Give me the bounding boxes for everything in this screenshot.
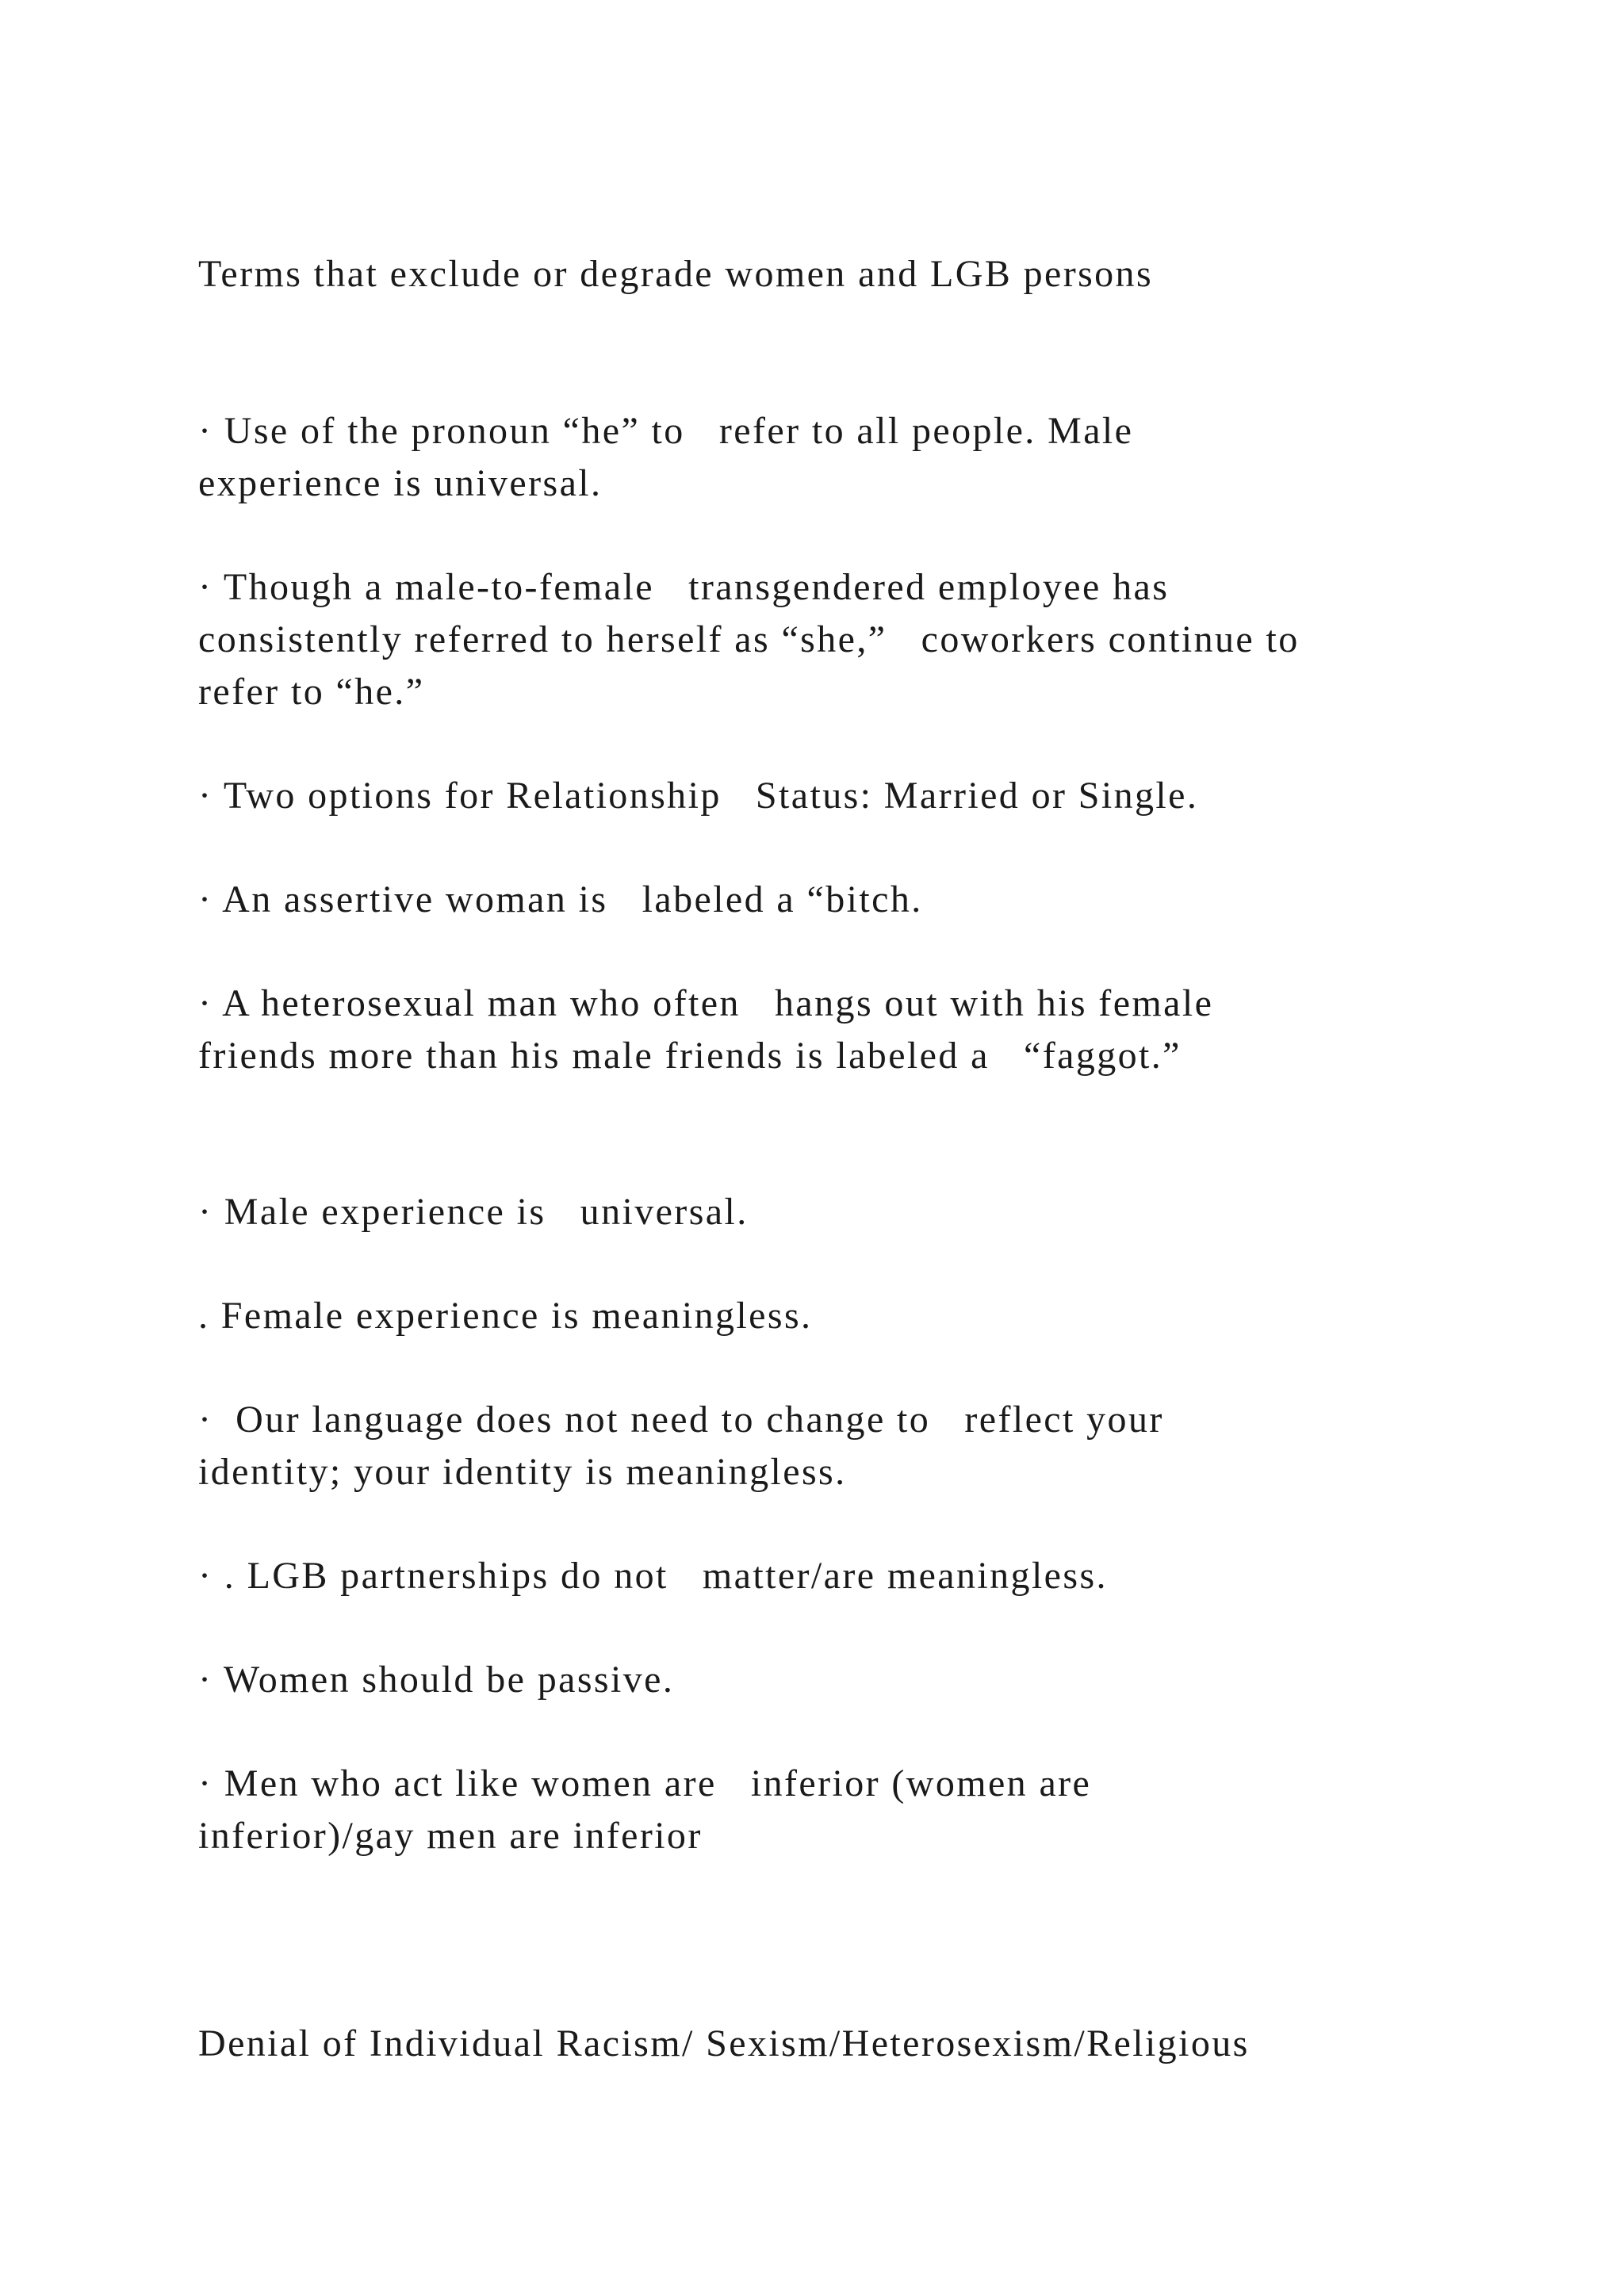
message-item-2-line-1: . Female experience is meaningless. [198, 1295, 813, 1337]
example-item-5-line-2: friends more than his male friends is labeled a “faggot.” [198, 1035, 1182, 1077]
section-heading: Terms that exclude or degrade women and LGB persons [198, 253, 1154, 295]
example-item-2-line-3: refer to “he.” [198, 671, 425, 713]
message-item-3-line-2: identity; your identity is meaningless. [198, 1451, 847, 1493]
message-item-6-line-2: inferior)/gay men are inferior [198, 1815, 703, 1857]
message-item-5-line-1: · Women should be passive. [198, 1659, 675, 1701]
example-item-5-line-1: · A heterosexual man who often hangs out with his female [198, 982, 1214, 1024]
example-item-2-line-1: · Though a male-to-female transgendered employee has [198, 566, 1170, 608]
message-item-4-line-1: · . LGB partnerships do not matter/are meaningless. [198, 1555, 1108, 1597]
message-item-3-line-1: · Our language does not need to change to reflect your [198, 1399, 1164, 1441]
example-item-1-line-2: experience is universal. [198, 462, 603, 504]
message-item-1-line-1: · Male experience is universal. [198, 1191, 749, 1233]
example-item-3-line-1: · Two options for Relationship Status: Married or Single. [198, 775, 1199, 817]
example-item-4-line-1: · An assertive woman is labeled a “bitch. [198, 878, 923, 920]
example-item-2-line-2: consistently referred to herself as “she,” coworkers continue to [198, 618, 1300, 660]
next-section-heading: Denial of Individual Racism/ Sexism/Heterosexism/Religious [198, 2022, 1250, 2064]
example-item-1-line-1: · Use of the pronoun “he” to refer to all people. Male [198, 410, 1134, 452]
message-item-6-line-1: · Men who act like women are inferior (women are [198, 1762, 1092, 1804]
